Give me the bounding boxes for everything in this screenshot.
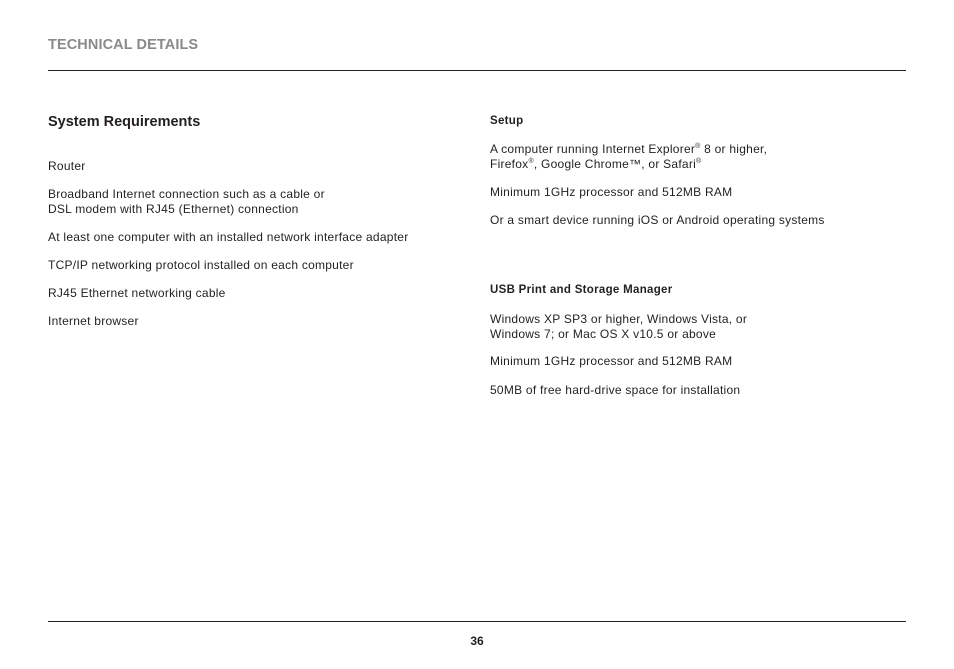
setup-item-smart-device: Or a smart device running iOS or Android operating systems [490,213,825,227]
requirement-line: TCP/IP networking protocol installed on each computer [48,258,354,272]
setup-line: , Google Chrome™, or Safari [533,156,697,171]
requirement-item [48,230,408,245]
registered-mark: ® [696,157,702,165]
setup-line: Firefox [490,156,529,171]
registered-mark: ® [695,143,701,150]
usb-manager-heading: USB Print and Storage Manager [490,284,673,296]
page-number: 36 [470,634,484,648]
requirement-line: DSL modem with RJ45 (Ethernet) connection [48,201,299,216]
setup-line: A computer running Internet Explorer [490,142,696,156]
setup-heading: Setup [490,115,524,127]
usb-line: Windows XP SP3 or higher, Windows Vista, or [490,312,748,326]
requirement-item [48,286,226,301]
requirement-item [48,314,139,329]
setup-line: 8 or higher, [700,142,768,156]
usb-item-disk-space: 50MB of free hard-drive space for installation [490,383,741,397]
requirement-line: Internet browser [48,314,139,328]
requirement-item [48,187,325,216]
registered-mark: ® [528,157,534,165]
system-requirements-title: System Requirements [48,114,201,130]
requirement-item [48,258,354,273]
requirement-line: At least one computer with an installed network interface adapter [48,230,409,244]
setup-item-processor: Minimum 1GHz processor and 512MB RAM [490,185,733,199]
footer-divider [48,621,906,622]
requirement-item [48,159,86,174]
setup-item-browser [490,142,767,171]
requirement-line: Router [48,159,86,173]
header-divider [48,70,906,71]
requirement-line: RJ45 Ethernet networking cable [48,286,226,300]
usb-item-os [490,312,747,341]
usb-line: Windows 7; or Mac OS X v10.5 or above [490,326,717,341]
usb-item-processor: Minimum 1GHz processor and 512MB RAM [490,354,733,368]
requirement-line: Broadband Internet connection such as a cable or [48,187,325,201]
section-label: TECHNICAL DETAILS [48,37,199,53]
